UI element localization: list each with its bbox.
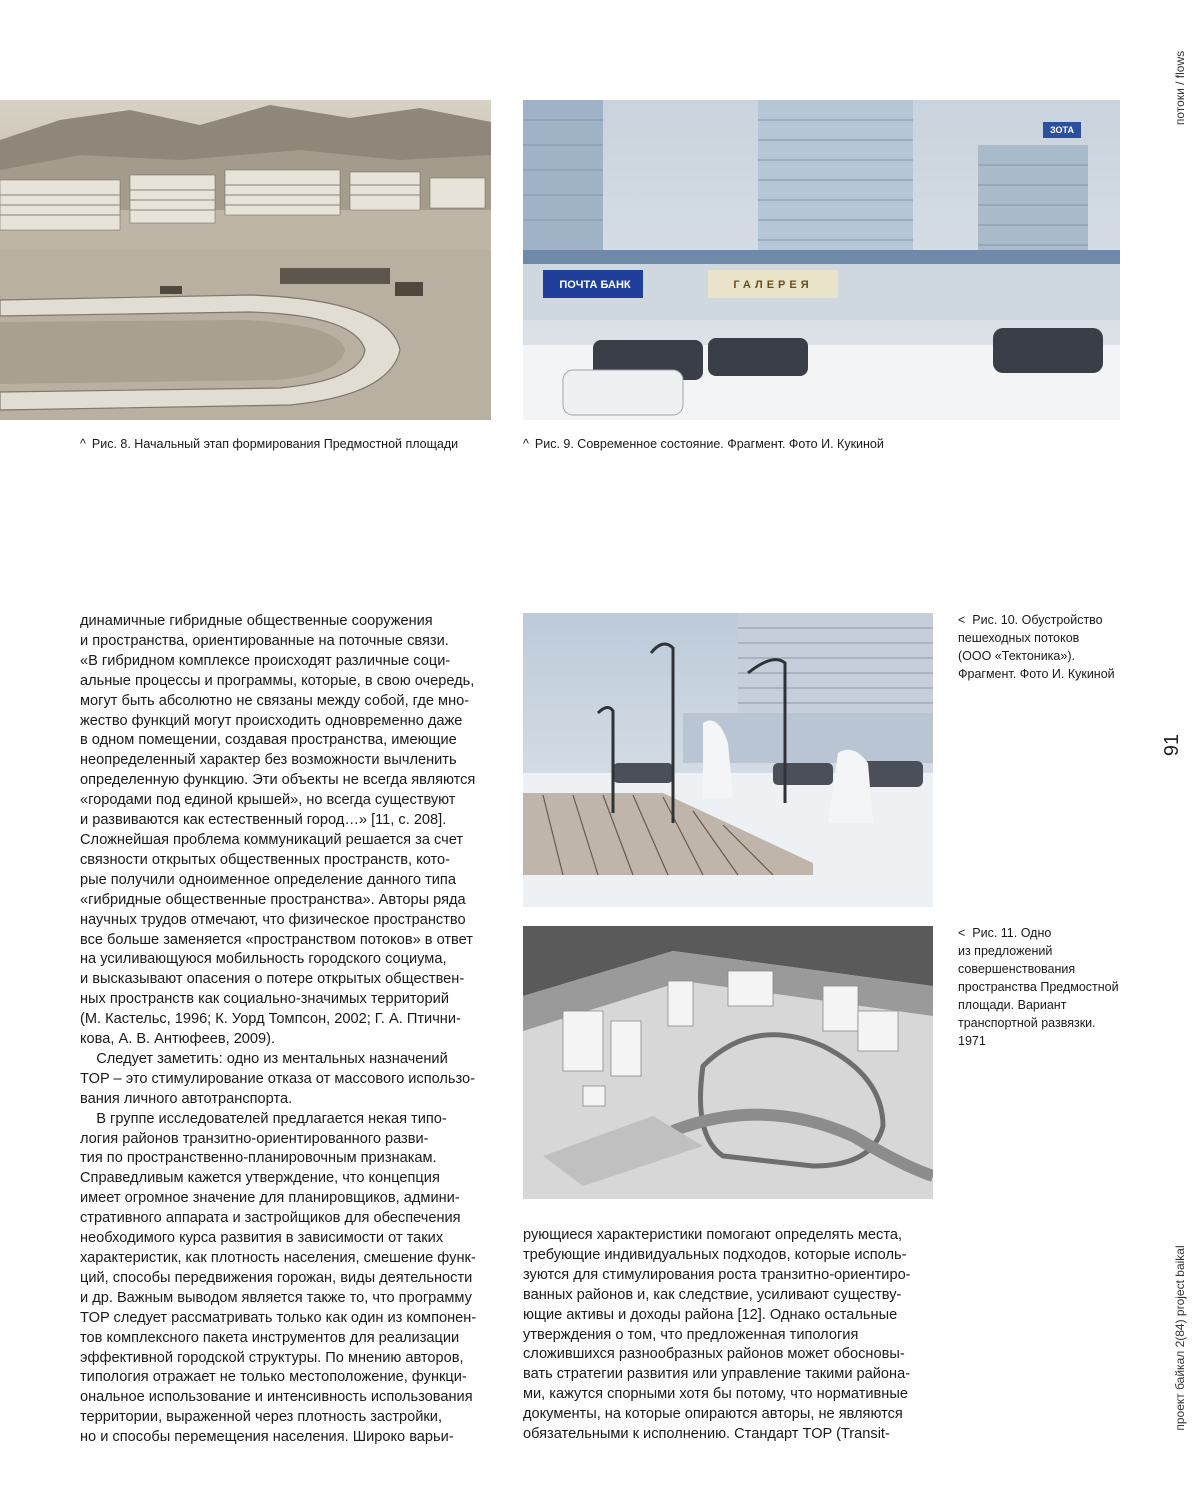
caption-text: Рис. 9. Современное состояние. Фрагмент. Фото И. Кукиной <box>535 437 884 451</box>
figure-10-caption <box>958 611 1133 683</box>
text-line: в одном помещении, создавая пространства, имеющие <box>80 731 500 751</box>
text-line: рые получили одноименное определение данного типа <box>80 871 500 891</box>
text-line: рующиеся характеристики помогают определять места, <box>523 1226 943 1246</box>
caption-line: Фрагмент. Фото И. Кукиной <box>958 667 1115 681</box>
text-line: ональное использование и интенсивность использования <box>80 1388 500 1408</box>
text-line: сложившихся разнообразных районов может обосновы- <box>523 1345 943 1365</box>
text-line: типология отражает не только местоположение, функци- <box>80 1368 500 1388</box>
body-text-right <box>523 1226 943 1445</box>
text-line: динамичные гибридные общественные сооружения <box>80 612 500 632</box>
text-line: связности открытых общественных пространств, кото- <box>80 851 500 871</box>
text-line: стративного аппарата и застройщиков для обеспечения <box>80 1209 500 1229</box>
text-line: ций, способы передвижения горожан, виды деятельности <box>80 1269 500 1289</box>
caption-line: пешеходных потоков <box>958 631 1079 645</box>
text-line: все больше заменяется «пространством потоков» в ответ <box>80 931 500 951</box>
caption-line: площади. Вариант <box>958 998 1066 1012</box>
figure-10-photo <box>523 613 933 907</box>
figure-11-photo <box>523 926 933 1199</box>
figure-9-caption <box>523 436 1043 453</box>
caption-marker: < <box>958 613 965 627</box>
figure-9-photo <box>523 100 1120 420</box>
sign-pochta-bank: ПОЧТА БАНК <box>545 275 645 295</box>
text-line: Сложнейшая проблема коммуникаций решается за счет <box>80 831 500 851</box>
text-line: имеет огромное значение для планировщиков, админи- <box>80 1189 500 1209</box>
text-line: и развиваются как естественный город…» [11, с. 208]. <box>80 811 500 831</box>
text-line: вания личного автотранспорта. <box>80 1090 500 1110</box>
text-line: тия по пространственно-планировочным признакам. <box>80 1149 500 1169</box>
text-line: эффективной городской структуры. По мнению авторов, <box>80 1349 500 1369</box>
figure-8-photo <box>0 100 491 420</box>
text-line: тов комплексного пакета инструментов для реализации <box>80 1329 500 1349</box>
text-line: но и способы перемещения населения. Широко варьи- <box>80 1428 500 1448</box>
caption-line: (ООО «Тектоника»). <box>958 649 1075 663</box>
text-line: необходимого курса развития в зависимости от таких <box>80 1229 500 1249</box>
caption-line: Рис. 11. Одно <box>972 926 1051 940</box>
running-header: потоки / flows <box>1172 28 1188 148</box>
text-line: неопределенный характер без возможности вычленить <box>80 751 500 771</box>
caption-line: Рис. 10. Обустройство <box>972 613 1102 627</box>
text-line: логия районов транзитно-ориентированного разви- <box>80 1130 500 1150</box>
text-line: могут быть абсолютно не связаны между собой, где мно- <box>80 692 500 712</box>
text-line: вать стратегии развития или управление такими района- <box>523 1365 943 1385</box>
text-line: зуются для стимулирования роста транзитно-ориентиро- <box>523 1266 943 1286</box>
caption-marker: ^ <box>80 437 86 451</box>
sign-rooftop: ЗОТА <box>1043 122 1081 138</box>
text-line: утверждения о том, что предложенная типология <box>523 1326 943 1346</box>
text-line: определенную функцию. Эти объекты не всегда являются <box>80 771 500 791</box>
caption-line: пространства Предмостной <box>958 980 1119 994</box>
text-line: требующие индивидуальных подходов, которые исполь- <box>523 1246 943 1266</box>
text-line: территории, выраженной через плотность застройки, <box>80 1408 500 1428</box>
text-line: TOP следует рассматривать только как один из компонен- <box>80 1309 500 1329</box>
text-line: TOP – это стимулирование отказа от массового использо- <box>80 1070 500 1090</box>
text-line: научных трудов отмечают, что физическое пространство <box>80 911 500 931</box>
text-line: жество функций могут происходить одновременно даже <box>80 712 500 732</box>
figure-8-caption <box>80 436 500 453</box>
caption-marker: ^ <box>523 437 529 451</box>
caption-line: транспортной развязки. <box>958 1016 1096 1030</box>
text-line: кова, А. В. Антюфеев, 2009). <box>80 1030 500 1050</box>
text-line: документы, на которые опираются авторы, не являются <box>523 1405 943 1425</box>
text-line: и пространства, ориентированные на поточные связи. <box>80 632 500 652</box>
text-line: «городами под единой крышей», но всегда существуют <box>80 791 500 811</box>
text-line: «В гибридном комплексе происходят различные соци- <box>80 652 500 672</box>
caption-marker: < <box>958 926 965 940</box>
caption-line: совершенствования <box>958 962 1075 976</box>
text-line: обязательными к исполнению. Стандарт TOP (Transit- <box>523 1425 943 1445</box>
text-line: ных пространств как социально-значимых территорий <box>80 990 500 1010</box>
caption-line: из предложений <box>958 944 1052 958</box>
sign-gallery: ГАЛЕРЕЯ <box>708 275 838 295</box>
text-line: на усиливающуюся мобильность городского социума, <box>80 950 500 970</box>
text-line: альные процессы и программы, которые, в свою очередь, <box>80 672 500 692</box>
text-line: «гибридные общественные пространства». Авторы ряда <box>80 891 500 911</box>
running-footer: проект байкал 2(84) project baikal <box>1172 1228 1188 1448</box>
caption-line: 1971 <box>958 1034 986 1048</box>
page-number: 91 <box>1160 725 1184 765</box>
text-line: ющие активы и доходы района [12]. Однако остальные <box>523 1306 943 1326</box>
text-line: и высказывают опасения о потере открытых обществен- <box>80 970 500 990</box>
text-line: и др. Важным выводом является также то, что программу <box>80 1289 500 1309</box>
text-line: (М. Кастельс, 1996; К. Уорд Томпсон, 2002; Г. А. Птични- <box>80 1010 500 1030</box>
text-line: В группе исследователей предлагается некая типо- <box>80 1110 500 1130</box>
text-line: Следует заметить: одно из ментальных назначений <box>80 1050 500 1070</box>
figure-11-caption <box>958 924 1133 1050</box>
text-line: ми, кажутся спорными хотя бы потому, что нормативные <box>523 1385 943 1405</box>
caption-text: Рис. 8. Начальный этап формирования Предмостной площади <box>92 437 458 451</box>
text-line: Справедливым кажется утверждение, что концепция <box>80 1169 500 1189</box>
text-line: ванных районов и, как следствие, усиливают существу- <box>523 1286 943 1306</box>
body-text-left <box>80 612 500 1448</box>
text-line: характеристик, как плотность населения, смешение функ- <box>80 1249 500 1269</box>
